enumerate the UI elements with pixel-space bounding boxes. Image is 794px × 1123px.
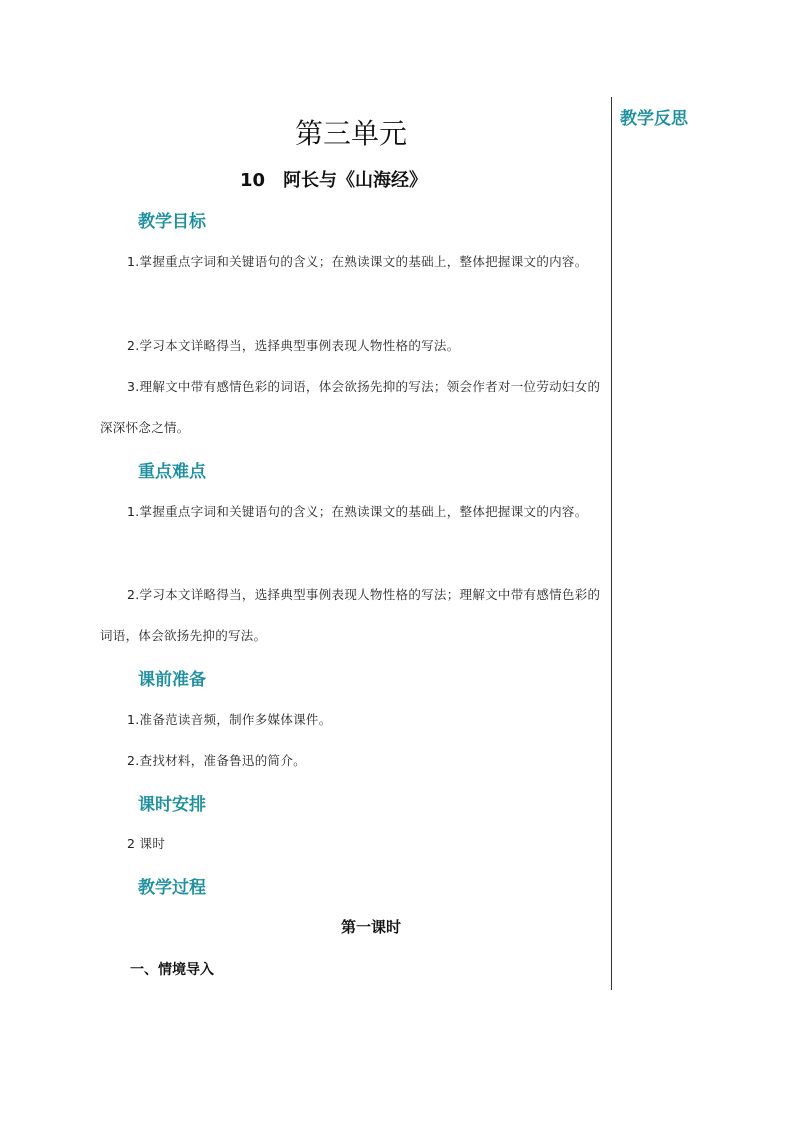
key-points-heading: 重点难点 <box>138 462 206 482</box>
schedule-text: 2 课时 <box>127 836 166 851</box>
lesson-name: 阿长与《山海经》 <box>283 170 428 191</box>
column-divider <box>611 97 612 990</box>
objective-item-2: 2.学习本文详略得当，选择典型事例表现人物性格的写法。 <box>127 338 460 353</box>
period-title: 第一课时 <box>340 918 401 936</box>
lesson-title <box>240 166 427 192</box>
objective-item-3: 3.理解文中带有感情色彩的词语，体会欲扬先抑的写法；领会作者对一位劳动妇女的深深怀念之情。 <box>100 379 601 435</box>
objective-item-1: 1.掌握重点字词和关键语句的含义；在熟读课文的基础上，整体把握课文的内容。 <box>127 254 588 269</box>
preparation-item-1: 1.准备范读音频，制作多媒体课件。 <box>127 712 332 727</box>
preparation-item-2: 2.查找材料，准备鲁迅的简介。 <box>127 753 306 768</box>
schedule-heading: 课时安排 <box>138 795 206 815</box>
key-point-item-1: 1.掌握重点字词和关键语句的含义；在熟读课文的基础上，整体把握课文的内容。 <box>127 504 588 519</box>
process-heading: 教学过程 <box>138 878 206 898</box>
objectives-heading: 教学目标 <box>138 212 206 232</box>
unit-title: 第三单元 <box>294 117 407 150</box>
lesson-number: 10 <box>240 170 266 191</box>
reflection-heading: 教学反思 <box>620 109 688 129</box>
preparation-heading: 课前准备 <box>138 670 206 690</box>
step-title: 一、情境导入 <box>130 962 214 978</box>
key-point-item-2: 2.学习本文详略得当，选择典型事例表现人物性格的写法；理解文中带有感情色彩的词语，体会欲扬先抑的写法。 <box>100 587 601 643</box>
